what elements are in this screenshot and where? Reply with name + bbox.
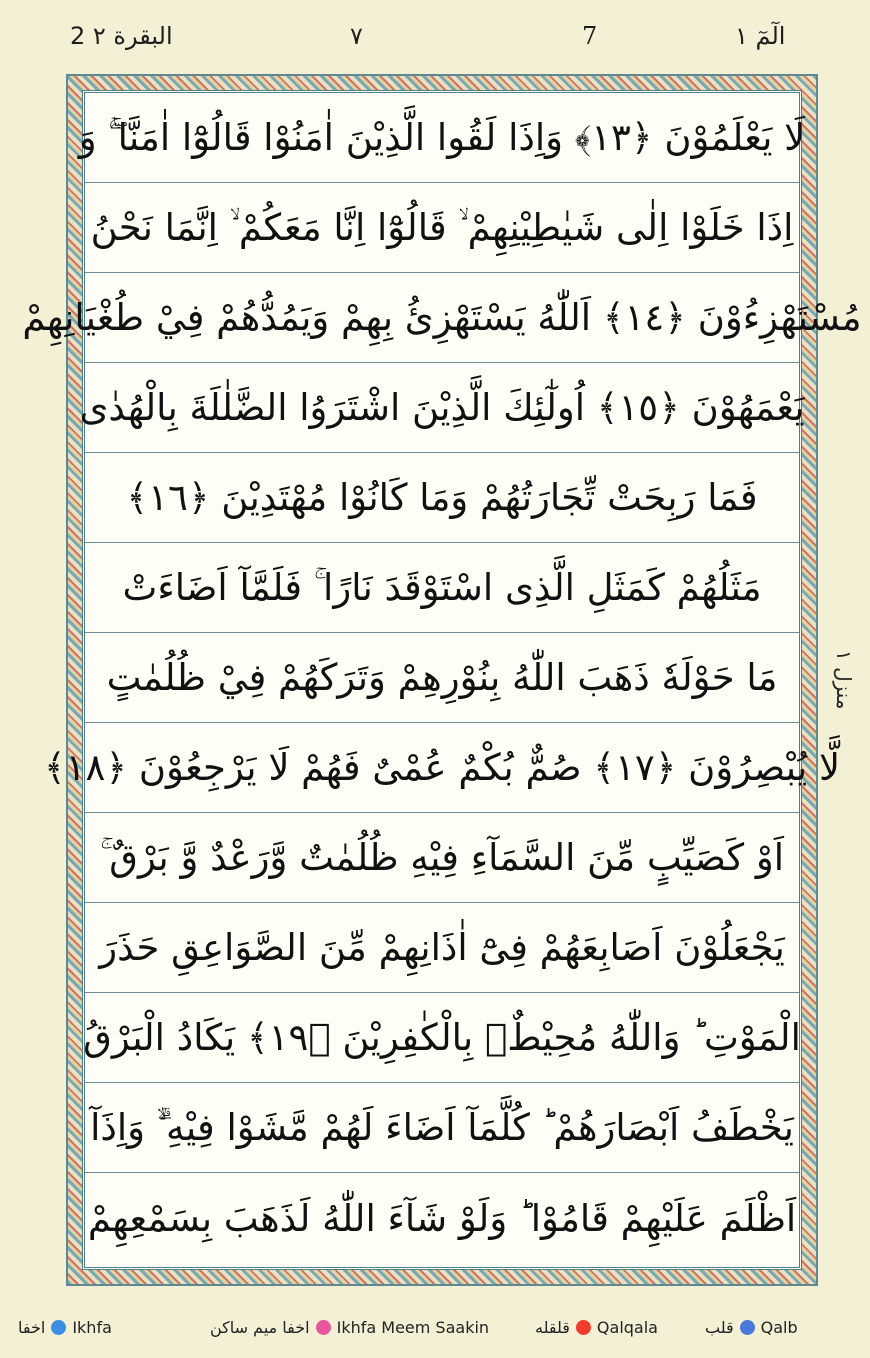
ikhfa-meem-color-dot bbox=[316, 1320, 331, 1335]
legend-qalqala bbox=[535, 1318, 658, 1337]
verse-line: مُسْتَهْزِءُوْنَ ﴿١٤﴾ اَللّٰهُ يَسْتَهْزِئُ بِهِمْ وَيَمُدُّهُمْ فِيْ طُغْيَانِهِمْ bbox=[85, 273, 799, 363]
legend-arabic: قلب bbox=[705, 1318, 734, 1337]
legend-ikhfa-meem-saakin bbox=[210, 1318, 489, 1337]
legend-label: Qalqala bbox=[596, 1318, 658, 1337]
verse-line: يَجْعَلُوْنَ اَصَابِعَهُمْ فِىْٓ اٰذَانِهِمْ مِّنَ الصَّوَاعِقِ حَذَرَ bbox=[85, 903, 799, 993]
page-number: 7 bbox=[582, 22, 598, 50]
verse-line: اَظْلَمَ عَلَيْهِمْ قَامُوْا ؕ وَلَوْ شَآءَ اللّٰهُ لَذَهَبَ بِسَمْعِهِمْ bbox=[87, 1196, 797, 1240]
verse-line: فَمَا رَبِحَتْ تِّجَارَتُهُمْ وَمَا كَانُوْا مُهْتَدِيْنَ ﴿١٦﴾ bbox=[85, 453, 799, 543]
verse-line: لَا يَعْلَمُوْنَ ﴿١٣﴾ وَاِذَا لَقُوا الَّذِيْنَ اٰمَنُوْا قَالُوْٓا اٰمَنَّا ۚۖ وَ bbox=[85, 93, 799, 183]
legend-arabic: اخفا bbox=[18, 1318, 46, 1337]
legend-label: Qalb bbox=[760, 1318, 798, 1337]
ikhfa-color-dot bbox=[51, 1320, 66, 1335]
verse-line: يَعْمَهُوْنَ ﴿١٥﴾ اُولٰٓئِكَ الَّذِيْنَ اشْتَرَوُا الضَّلٰلَةَ بِالْهُدٰى bbox=[85, 363, 799, 453]
legend-ikhfa bbox=[18, 1318, 112, 1337]
legend-qalb bbox=[705, 1318, 798, 1337]
verse-line: مَا حَوْلَهٗ ذَهَبَ اللّٰهُ بِنُوْرِهِمْ وَتَرَكَهُمْ فِيْ ظُلُمٰتٍ bbox=[85, 633, 799, 723]
legend-arabic: اخفا میم ساکن bbox=[210, 1318, 310, 1337]
page-number-arabic: ٧ bbox=[350, 22, 363, 50]
verse-line: مَثَلُهُمْ كَمَثَلِ الَّذِى اسْتَوْقَدَ نَارًا ۚ فَلَمَّآ اَضَاءَتْ bbox=[85, 543, 799, 633]
legend-label: Ikhfa bbox=[72, 1318, 112, 1337]
legend-label: Ikhfa Meem Saakin bbox=[336, 1318, 490, 1337]
page-header bbox=[0, 0, 870, 68]
verse-line: اَوْ كَصَيِّبٍ مِّنَ السَّمَآءِ فِيْهِ ظُلُمٰتٌ وَّرَعْدٌ وَّ بَرْقٌ ۚ bbox=[85, 813, 799, 903]
qalb-color-dot bbox=[740, 1320, 755, 1335]
para-name: الٓمٓ ١ bbox=[735, 22, 786, 50]
verse-line: اِذَا خَلَوْا اِلٰى شَيٰطِيْنِهِمْ ۙ قَالُوْٓا اِنَّا مَعَكُمْ ۙ اِنَّمَا نَحْنُ bbox=[85, 183, 799, 273]
verse-line: الْمَوْتِ ؕ وَاللّٰهُ مُحِيْطٌۢ بِالْكٰفِرِيْنَ ﴿١٩﴾ يَكَادُ الْبَرْقُ bbox=[85, 993, 799, 1083]
verse-line: لَّا يُبْصِرُوْنَ ﴿١٧﴾ صُمٌّ بُكْمٌ عُمْىٌ فَهُمْ لَا يَرْجِعُوْنَ ﴿١٨﴾ bbox=[85, 723, 799, 813]
legend-arabic: قلقله bbox=[535, 1318, 570, 1337]
verse-line: يَخْطَفُ اَبْصَارَهُمْ ؕ كُلَّمَآ اَضَاءَ لَهُمْ مَّشَوْا فِيْهِ ۙۗ وَاِذَآ bbox=[85, 1083, 799, 1173]
surah-name: 2 البقرة ٢ bbox=[70, 22, 173, 50]
qalqala-color-dot bbox=[576, 1320, 591, 1335]
manzil-marker: منزل ١ bbox=[832, 650, 856, 710]
tajweed-legend bbox=[0, 1300, 870, 1350]
